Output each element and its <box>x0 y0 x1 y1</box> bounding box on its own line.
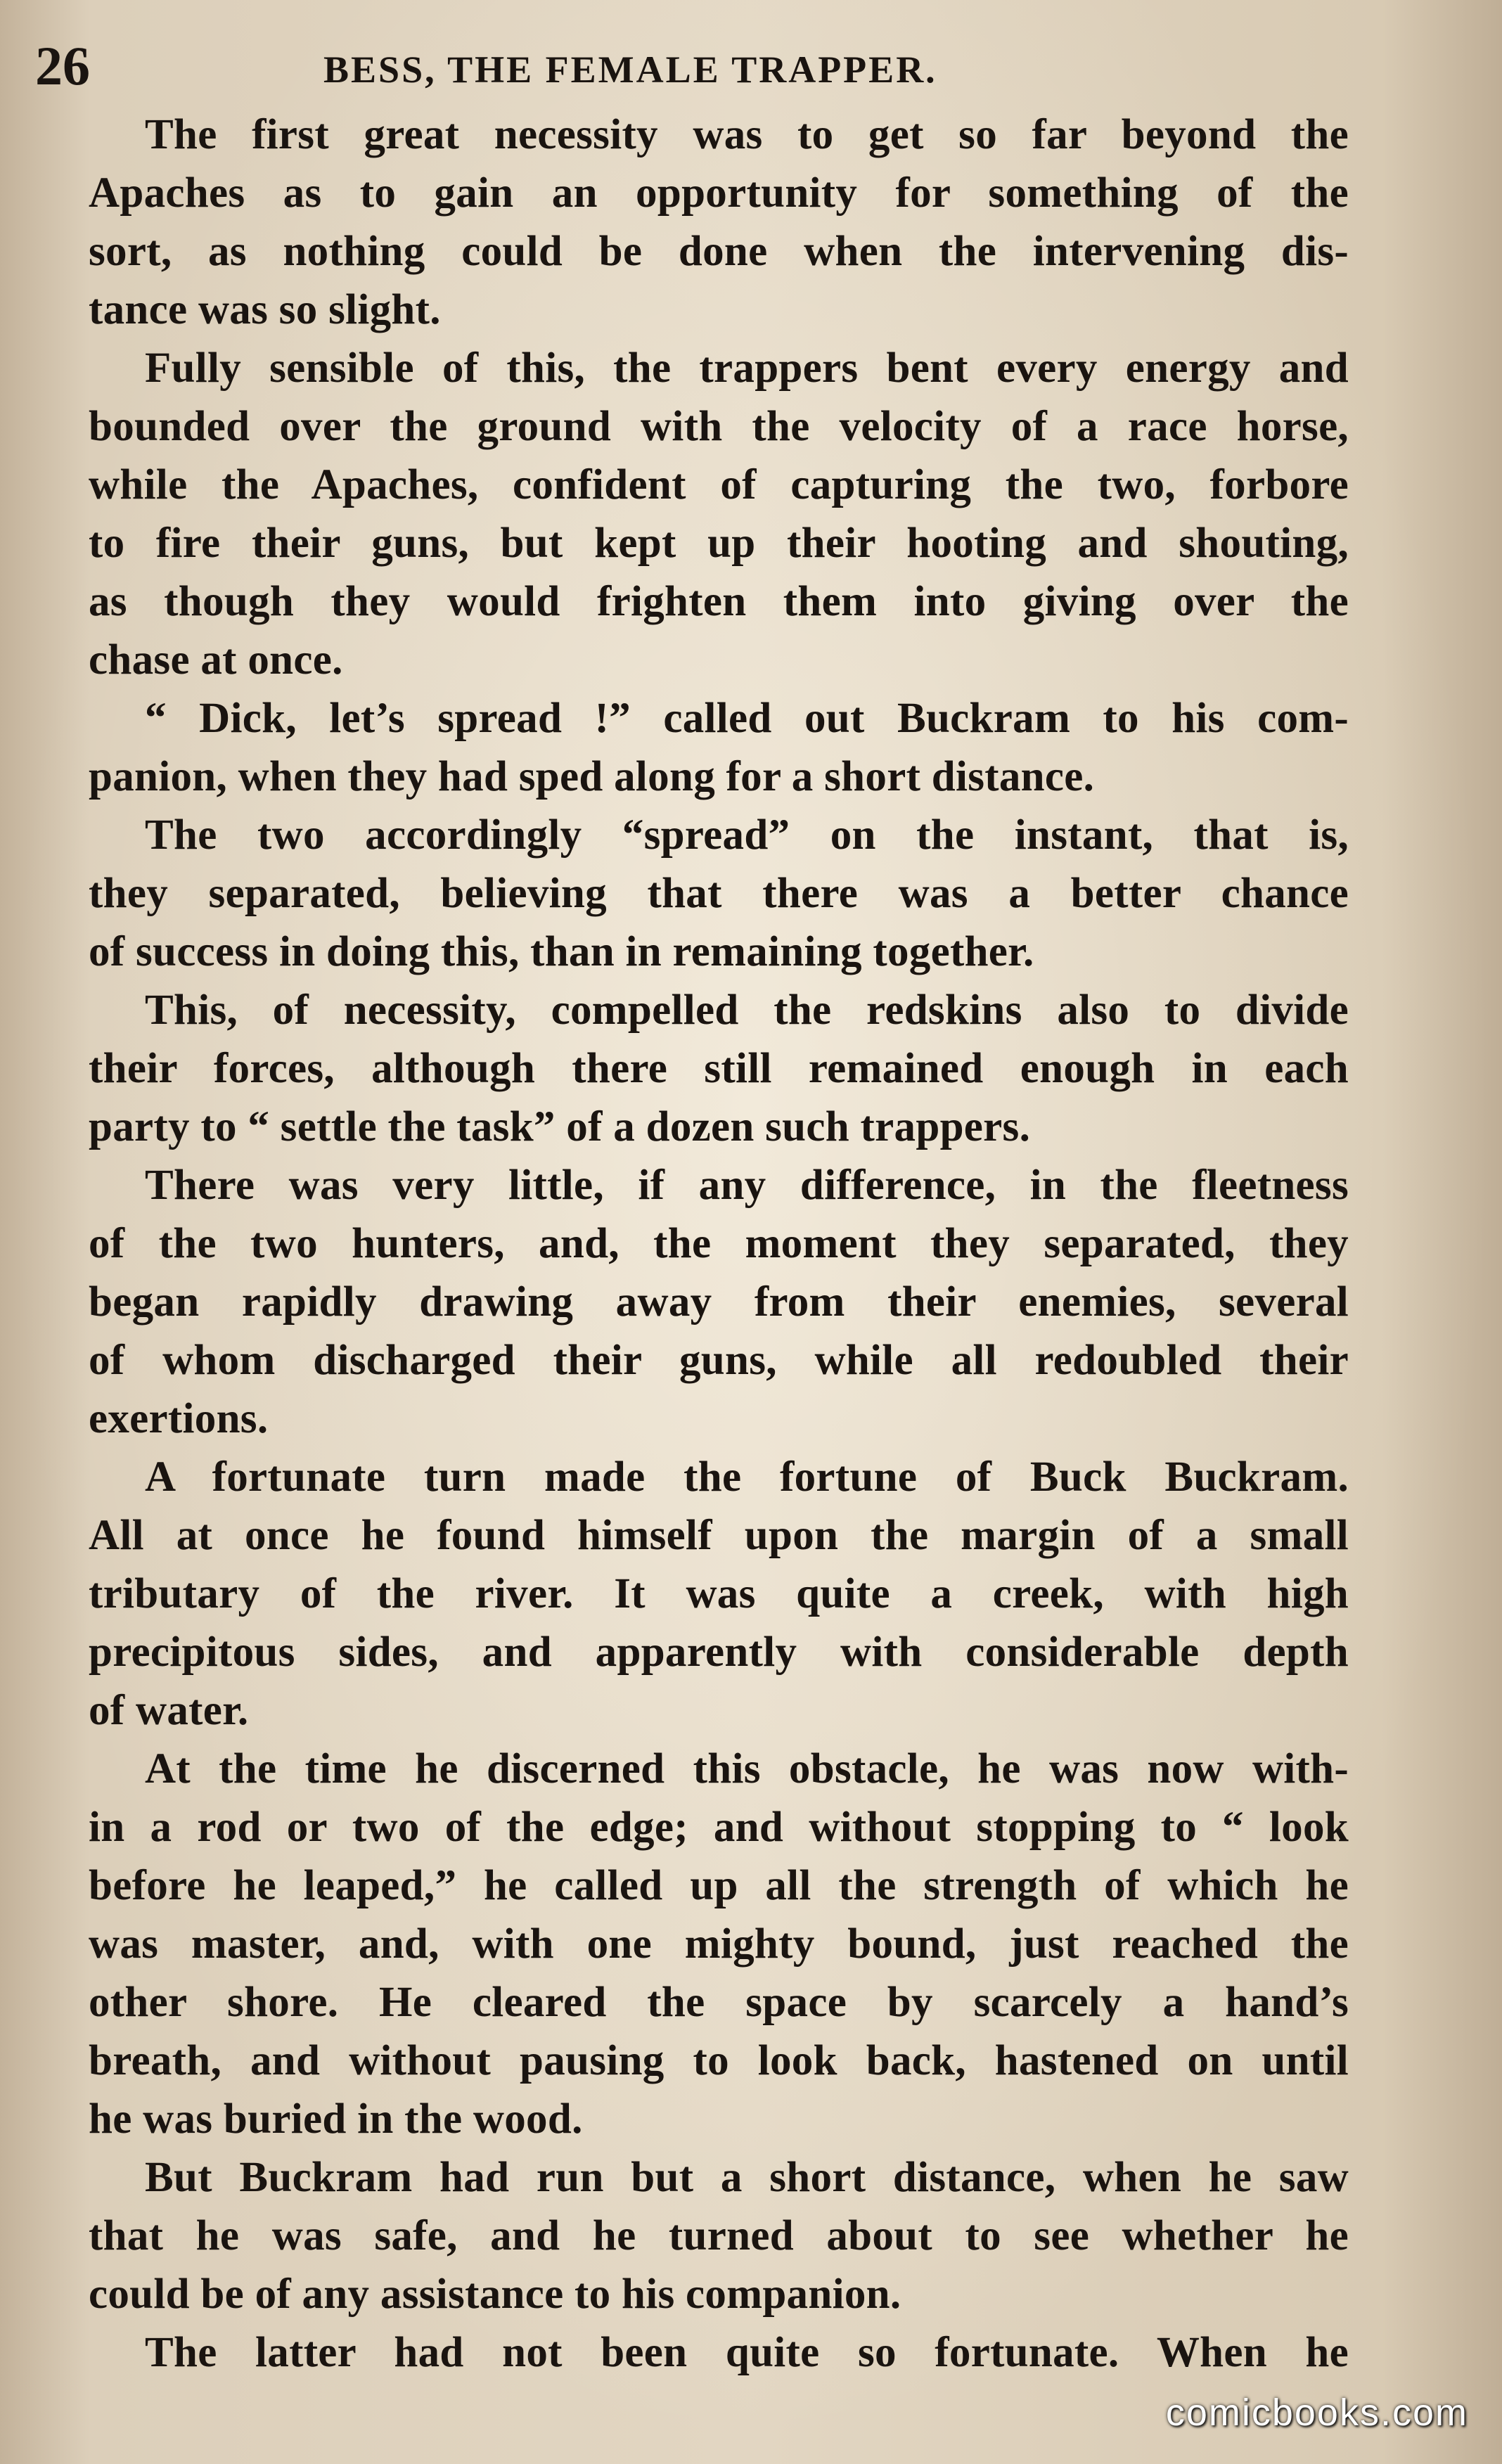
text-line: At the time he discerned this obstacle, he was now with- <box>145 1745 1349 1792</box>
paragraph <box>32 981 1349 1156</box>
text-line: their forces, although there still remained enough in each <box>89 1045 1349 1092</box>
paragraph <box>32 339 1349 689</box>
page-header <box>35 32 1357 100</box>
text-line: All at once he found himself upon the margin of a small <box>89 1512 1349 1559</box>
text-line: in a rod or two of the edge; and without stopping to “ look <box>89 1804 1349 1851</box>
body-text <box>32 105 1349 2382</box>
text-line: he was buried in the wood. <box>89 2096 583 2143</box>
text-line: of the two hunters, and, the moment they separated, they <box>89 1220 1349 1267</box>
text-line: precipitous sides, and apparently with considerable depth <box>89 1629 1349 1676</box>
text-line: bounded over the ground with the velocity of a race horse, <box>89 403 1349 450</box>
text-line: of success in doing this, than in remaining together. <box>89 928 1034 975</box>
text-line: that he was safe, and he turned about to see whether he <box>89 2212 1349 2259</box>
paragraph <box>32 689 1349 806</box>
text-line: “ Dick, let’s spread !” called out Buckram to his com- <box>145 695 1349 742</box>
text-line: sort, as nothing could be done when the intervening dis- <box>89 228 1349 275</box>
text-line: Fully sensible of this, the trappers bent every energy and <box>145 345 1349 392</box>
paragraph <box>32 1448 1349 1740</box>
text-line: The latter had not been quite so fortunate. When he <box>145 2329 1349 2376</box>
text-line: party to “ settle the task” of a dozen such trappers. <box>89 1103 1031 1150</box>
text-line: The two accordingly “spread” on the instant, that is, <box>145 811 1349 859</box>
running-title: BESS, THE FEMALE TRAPPER. <box>323 49 937 91</box>
paragraph <box>32 2323 1349 2382</box>
text-line: But Buckram had run but a short distance, when he saw <box>145 2154 1349 2201</box>
text-line: other shore. He cleared the space by scarcely a hand’s <box>89 1979 1349 2026</box>
text-line: began rapidly drawing away from their enemies, several <box>89 1278 1349 1326</box>
text-line: chase at once. <box>89 636 343 684</box>
text-line: of whom discharged their guns, while all redoubled their <box>89 1337 1349 1384</box>
text-line: A fortunate turn made the fortune of Buck Buckram. <box>145 1454 1349 1501</box>
text-line: exertions. <box>89 1395 269 1442</box>
paragraph <box>32 105 1349 339</box>
text-line: tance was so slight. <box>89 286 441 333</box>
paragraph <box>32 2148 1349 2323</box>
text-line: tributary of the river. It was quite a creek, with high <box>89 1570 1349 1617</box>
text-line: could be of any assistance to his companion. <box>89 2271 901 2318</box>
text-line: was master, and, with one mighty bound, just reached the <box>89 1920 1349 1968</box>
text-line: to fire their guns, but kept up their hooting and shouting, <box>89 520 1349 567</box>
text-line: as though they would frighten them into giving over the <box>89 578 1349 625</box>
paragraph <box>32 1740 1349 2148</box>
text-line: This, of necessity, compelled the redskins also to divide <box>145 987 1349 1034</box>
text-line: breath, and without pausing to look back, hastened on until <box>89 2037 1349 2084</box>
paragraph <box>32 806 1349 981</box>
text-line: of water. <box>89 1687 249 1734</box>
text-line: before he leaped,” he called up all the strength of which he <box>89 1862 1349 1909</box>
text-line: Apaches as to gain an opportunity for something of the <box>89 169 1349 217</box>
site-watermark: comicbooks.com <box>1165 2392 1468 2434</box>
text-line: The first great necessity was to get so far beyond the <box>145 111 1349 158</box>
page-number: 26 <box>35 35 90 96</box>
text-line: There was very little, if any difference, in the fleetness <box>145 1162 1349 1209</box>
text-line: panion, when they had sped along for a short distance. <box>89 753 1095 800</box>
paragraph <box>32 1156 1349 1448</box>
text-line: while the Apaches, confident of capturing the two, forbore <box>89 461 1349 508</box>
text-line: they separated, believing that there was a better chance <box>89 870 1349 917</box>
